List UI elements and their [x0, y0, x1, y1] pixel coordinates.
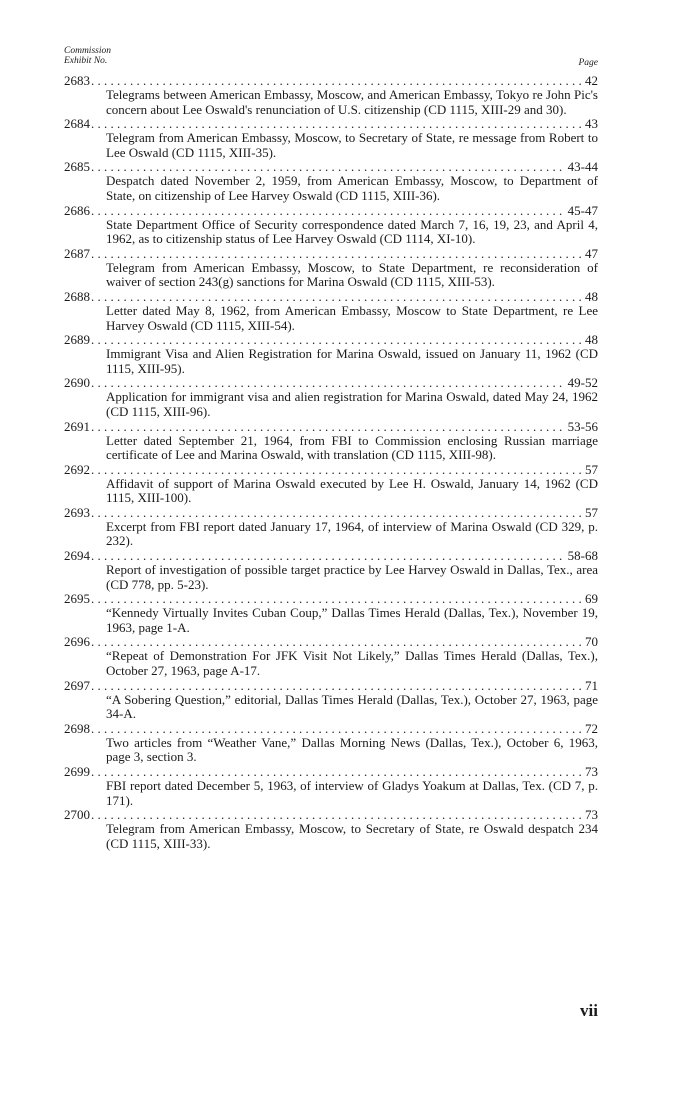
exhibit-description: Application for immigrant visa and alien registration for Marina Oswald, dated May 24, 1962 (CD 1115, XIII-96). [106, 389, 598, 419]
exhibit-page: 49-52 [567, 375, 598, 391]
dot-leader [91, 722, 582, 736]
exhibit-description: “Kennedy Virtually Invites Cuban Coup,” Dallas Times Herald (Dallas, Tex.), November 19, 1963, page 1-A. [106, 605, 598, 635]
exhibit-number: 2688 [64, 288, 90, 304]
exhibit-row [64, 420, 598, 434]
exhibit-row [64, 635, 598, 649]
exhibit-description: Excerpt from FBI report dated January 17, 1964, of interview of Marina Oswald (CD 329, p. 232). [106, 518, 598, 549]
dot-leader [91, 376, 565, 390]
exhibit-description: Immigrant Visa and Alien Registration for Marina Oswald, issued on January 11, 1962 (CD 1115, XIII-95). [106, 346, 598, 376]
exhibit-row [64, 247, 598, 261]
exhibit-description: Telegram from American Embassy, Moscow, to Secretary of State, re message from Robert to Lee Oswald (CD 1115, XIII-35). [106, 130, 598, 160]
exhibit-column-label [64, 46, 111, 66]
dot-leader [91, 204, 565, 218]
exhibit-page: 57 [585, 461, 598, 477]
exhibit-number: 2686 [64, 202, 90, 218]
exhibit-page: 71 [585, 677, 598, 693]
exhibit-entry [64, 506, 598, 549]
exhibit-number: 2684 [64, 116, 90, 132]
exhibit-row [64, 679, 598, 693]
dot-leader [91, 117, 582, 131]
exhibit-page: 73 [585, 807, 598, 823]
exhibit-number: 2698 [64, 720, 90, 736]
exhibit-page: 48 [585, 288, 598, 304]
exhibit-list [64, 74, 598, 851]
exhibit-number: 2694 [64, 548, 90, 564]
exhibit-number: 2695 [64, 591, 90, 607]
exhibit-description: “A Sobering Question,” editorial, Dallas Times Herald (Dallas, Tex.), October 27, 1963, page 34-A. [106, 691, 598, 722]
exhibit-description: Letter dated May 8, 1962, from American Embassy, Moscow to State Department, re Lee Harvey Oswald (CD 1115, XIII-54). [106, 302, 598, 333]
exhibit-row [64, 290, 598, 304]
exhibit-entry [64, 160, 598, 203]
exhibit-entry [64, 722, 598, 765]
dot-leader [91, 635, 582, 649]
column-header [64, 46, 598, 74]
dot-leader [91, 74, 582, 88]
exhibit-entry [64, 204, 598, 247]
exhibit-entry [64, 333, 598, 376]
exhibit-row [64, 549, 598, 563]
exhibit-description: Despatch dated November 2, 1959, from American Embassy, Moscow, to Department of State, on citizenship of Lee Harvey Oswald (CD 1115, XIII-36). [106, 173, 598, 203]
exhibit-entry [64, 679, 598, 722]
exhibit-page: 53-56 [567, 418, 598, 434]
exhibit-page: 69 [585, 591, 598, 607]
exhibit-page: 58-68 [567, 548, 598, 564]
exhibit-entry [64, 592, 598, 635]
dot-leader [91, 765, 582, 779]
exhibit-row [64, 506, 598, 520]
page-number: vii [580, 1001, 598, 1020]
exhibit-page: 57 [585, 504, 598, 520]
dot-leader [91, 290, 582, 304]
dot-leader [91, 160, 565, 174]
exhibit-row [64, 160, 598, 174]
exhibit-number: 2687 [64, 245, 90, 261]
exhibit-description: Telegram from American Embassy, Moscow, to State Department, re reconsideration of waiver of section 243(g) sanctions for Marina Oswald (CD 1115, XIII-53). [106, 259, 598, 290]
exhibit-row [64, 376, 598, 390]
exhibit-number: 2691 [64, 418, 90, 434]
exhibit-row [64, 333, 598, 347]
exhibit-entry [64, 549, 598, 592]
exhibit-label-line2: Exhibit No. [64, 56, 108, 66]
exhibit-page: 43 [585, 116, 598, 132]
exhibit-description: Telegram from American Embassy, Moscow, to Secretary of State, re Oswald despatch 234 (CD 1115, XIII-33). [106, 821, 598, 851]
dot-leader [91, 420, 565, 434]
exhibit-page: 72 [585, 720, 598, 736]
exhibit-number: 2693 [64, 504, 90, 520]
exhibit-row [64, 463, 598, 477]
exhibit-description: Two articles from “Weather Vane,” Dallas Morning News (Dallas, Tex.), October 6, 1963, page 3, section 3. [106, 734, 598, 765]
exhibit-row [64, 204, 598, 218]
exhibit-number: 2690 [64, 375, 90, 391]
exhibit-description: Telegrams between American Embassy, Moscow, and American Embassy, Tokyo re John Pic's concern about Lee Oswald's renunciation of U.S. citizenship (CD 1115, XIII-29 and 30). [106, 87, 598, 117]
exhibit-entry [64, 376, 598, 419]
exhibit-entry [64, 290, 598, 333]
exhibit-entry [64, 463, 598, 506]
exhibit-entry [64, 117, 598, 160]
exhibit-page: 43-44 [567, 159, 598, 175]
document-page [64, 46, 598, 851]
exhibit-entry [64, 74, 598, 117]
exhibit-page: 47 [585, 245, 598, 261]
page-column-label: Page [578, 58, 598, 68]
exhibit-row [64, 765, 598, 779]
exhibit-page: 45-47 [567, 202, 598, 218]
dot-leader [91, 247, 582, 261]
exhibit-number: 2689 [64, 332, 90, 348]
exhibit-row [64, 117, 598, 131]
exhibit-page: 70 [585, 634, 598, 650]
exhibit-number: 2696 [64, 634, 90, 650]
exhibit-description: Letter dated September 21, 1964, from FBI to Commission enclosing Russian marriage certificate of Lee and Marina Oswald, with translation (CD 1115, XIII-98). [106, 432, 598, 463]
exhibit-row [64, 808, 598, 822]
exhibit-entry [64, 765, 598, 808]
exhibit-page: 42 [585, 73, 598, 88]
exhibit-entry [64, 808, 598, 851]
exhibit-entry [64, 635, 598, 678]
exhibit-page: 73 [585, 764, 598, 779]
exhibit-row [64, 722, 598, 736]
dot-leader [91, 463, 582, 477]
exhibit-page: 48 [585, 332, 598, 348]
dot-leader [91, 679, 582, 693]
dot-leader [91, 549, 565, 563]
exhibit-number: 2685 [64, 159, 90, 175]
dot-leader [91, 506, 582, 520]
exhibit-entry [64, 247, 598, 290]
exhibit-description: Affidavit of support of Marina Oswald executed by Lee H. Oswald, January 14, 1962 (CD 1115, XIII-100). [106, 475, 598, 506]
dot-leader [91, 592, 582, 606]
exhibit-description: “Repeat of Demonstration For JFK Visit Not Likely,” Dallas Times Herald (Dallas, Tex.), October 27, 1963, page A-17. [106, 648, 598, 679]
exhibit-row [64, 592, 598, 606]
exhibit-description: FBI report dated December 5, 1963, of interview of Gladys Yoakum at Dallas, Tex. (CD 7, p. 171). [106, 778, 598, 808]
exhibit-number: 2692 [64, 461, 90, 477]
dot-leader [91, 333, 582, 347]
exhibit-entry [64, 420, 598, 463]
exhibit-label-line1: Commission [64, 46, 111, 56]
dot-leader [91, 808, 582, 822]
exhibit-number: 2699 [64, 764, 90, 779]
exhibit-row [64, 74, 598, 88]
exhibit-number: 2683 [64, 73, 90, 88]
exhibit-number: 2700 [64, 807, 90, 823]
exhibit-description: State Department Office of Security correspondence dated March 7, 16, 19, 23, and April 4, 1962, as to citizenship status of Lee Harvey Oswald (CD 1114, XI-10). [106, 216, 598, 247]
exhibit-number: 2697 [64, 677, 90, 693]
exhibit-description: Report of investigation of possible target practice by Lee Harvey Oswald in Dallas, Tex., area (CD 778, pp. 5-23). [106, 562, 598, 592]
